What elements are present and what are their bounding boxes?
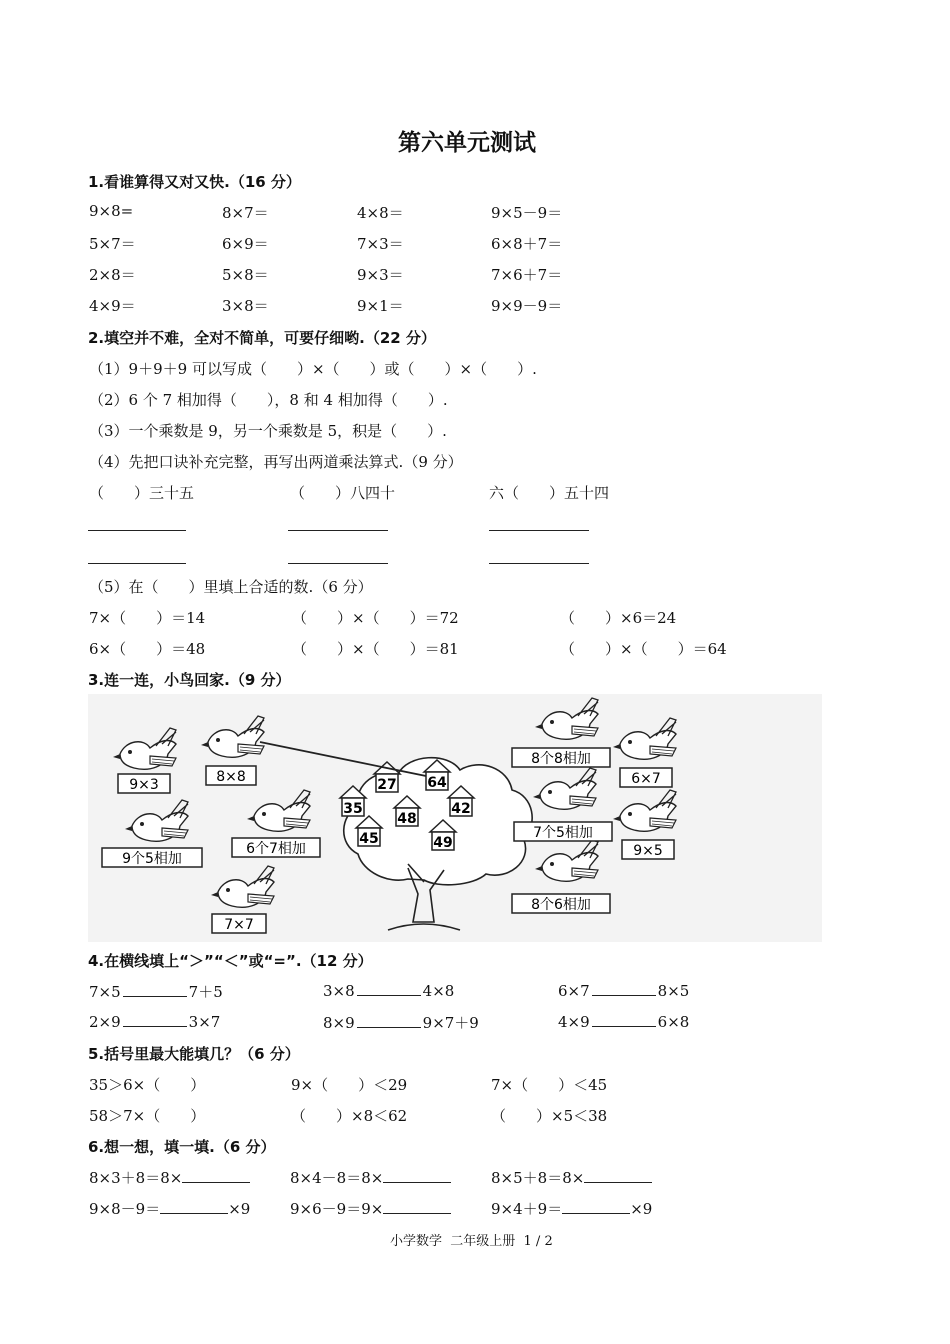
q1-item: 8×7＝ [222, 204, 269, 222]
compare-left: 7×5 [89, 983, 121, 1001]
think-left: 9×4＋9＝ [491, 1200, 563, 1218]
house-number: 45 [359, 831, 379, 847]
compare-right: 9×7＋9 [422, 1014, 479, 1032]
compare-item [323, 981, 454, 1000]
bird-label-text: 8个6相加 [531, 897, 591, 913]
think-blank[interactable] [383, 1168, 451, 1183]
q2-heading: 2.填空并不难，全对不简单，可要仔细哟.（22 分） [88, 329, 436, 347]
compare-right: 8×5 [657, 982, 690, 1000]
bird-label-text: 9×5 [633, 843, 663, 859]
think-item [290, 1167, 451, 1188]
max-fill-item: （ ）×8＜62 [291, 1107, 408, 1125]
bird-label-text: 6个7相加 [246, 841, 306, 857]
max-fill-item: 58＞7×（ ） [89, 1107, 206, 1125]
q1-item: 9×9－9＝ [491, 297, 563, 315]
max-fill-item: （ ）×5＜38 [491, 1107, 608, 1125]
q1-item: 3×8＝ [222, 297, 269, 315]
think-left: 8×5＋8＝8× [491, 1169, 585, 1187]
compare-item [89, 1012, 220, 1031]
q1-item: 4×8＝ [357, 204, 404, 222]
fill-item: （ ）×6＝24 [560, 609, 677, 627]
q1-item: 5×7＝ [89, 235, 136, 253]
bird-label[interactable] [514, 822, 612, 841]
think-blank[interactable] [160, 1199, 228, 1214]
compare-blank[interactable] [592, 1012, 656, 1027]
bird-label[interactable] [102, 848, 202, 867]
q1-heading: 1.看谁算得又对又快.（16 分） [88, 173, 301, 191]
bird-label[interactable] [118, 774, 170, 793]
think-item [491, 1167, 652, 1188]
think-item [89, 1198, 250, 1219]
q5-heading: 5.括号里最大能填几？（6 分） [88, 1045, 300, 1063]
house-number: 35 [343, 801, 363, 817]
compare-blank[interactable] [357, 981, 421, 996]
compare-left: 4×9 [558, 1013, 590, 1031]
bird-label-text: 8×8 [216, 769, 246, 785]
think-left: 9×6－9＝9× [290, 1200, 384, 1218]
verse-blank: （ ）八四十 [290, 484, 396, 502]
fill-item: （ ）×（ ）＝64 [560, 640, 727, 658]
compare-right: 6×8 [657, 1013, 690, 1031]
think-right: ×9 [630, 1200, 653, 1218]
q2-line-2: （2）6 个 7 相加得（ ），8 和 4 相加得（ ）. [89, 391, 448, 409]
q1-item: 9×5－9＝ [491, 204, 563, 222]
think-right: ×9 [228, 1200, 251, 1218]
q1-item: 6×8＋7＝ [491, 235, 563, 253]
house-number: 49 [433, 835, 453, 851]
bird-label-text: 9×3 [129, 777, 159, 793]
max-fill-item: 7×（ ）＜45 [491, 1076, 608, 1094]
answer-line[interactable] [288, 563, 388, 564]
q1-item: 7×3＝ [357, 235, 404, 253]
think-blank[interactable] [584, 1168, 652, 1183]
q1-item: 9×8= [89, 202, 134, 220]
compare-right: 7＋5 [188, 983, 223, 1001]
q1-item: 6×9＝ [222, 235, 269, 253]
q3-heading: 3.连一连，小鸟回家.（9 分） [88, 671, 291, 689]
compare-blank[interactable] [592, 981, 656, 996]
bird-label[interactable] [620, 768, 672, 787]
answer-line[interactable] [489, 563, 589, 564]
bird-label[interactable] [212, 914, 266, 933]
bird-label[interactable] [232, 838, 320, 857]
think-item [290, 1198, 451, 1219]
house-number: 27 [377, 777, 397, 793]
bird-label[interactable] [512, 748, 610, 767]
q4-heading: 4.在横线填上“＞”“＜”或“=”.（12 分） [88, 952, 373, 970]
house-number: 42 [451, 801, 471, 817]
compare-left: 2×9 [89, 1013, 121, 1031]
max-fill-item: 35＞6×（ ） [89, 1076, 206, 1094]
fill-item: （ ）×（ ）＝81 [292, 640, 459, 658]
q1-item: 9×1＝ [357, 297, 404, 315]
q1-item: 4×9＝ [89, 297, 136, 315]
q1-item: 7×6＋7＝ [491, 266, 563, 284]
compare-blank[interactable] [123, 1012, 187, 1027]
compare-left: 8×9 [323, 1014, 355, 1032]
q6-heading: 6.想一想，填一填.（6 分） [88, 1138, 276, 1156]
bird-label-text: 7×7 [224, 917, 254, 933]
think-blank[interactable] [383, 1199, 451, 1214]
answer-line[interactable] [288, 530, 388, 531]
bird-label-text: 7个5相加 [533, 825, 593, 841]
think-left: 8×3＋8＝8× [89, 1169, 183, 1187]
max-fill-item: 9×（ ）＜29 [291, 1076, 408, 1094]
q2-line-5: （5）在（ ）里填上合适的数.（6 分） [89, 578, 373, 596]
think-item [89, 1167, 250, 1188]
bird-label[interactable] [622, 840, 674, 859]
bird-label[interactable] [512, 894, 610, 913]
compare-blank[interactable] [123, 982, 187, 997]
fill-item: 6×（ ）＝48 [89, 640, 206, 658]
compare-right: 4×8 [422, 982, 455, 1000]
house-number: 48 [397, 811, 417, 827]
bird-label-text: 8个8相加 [531, 751, 591, 767]
bird-label-text: 9个5相加 [122, 851, 182, 867]
think-blank[interactable] [562, 1199, 630, 1214]
fill-item: 7×（ ）＝14 [89, 609, 206, 627]
bird-label[interactable] [206, 766, 256, 785]
q2-line-1: （1）9＋9＋9 可以写成（ ）×（ ）或（ ）×（ ）. [89, 360, 537, 378]
answer-line[interactable] [88, 530, 186, 531]
q1-item: 5×8＝ [222, 266, 269, 284]
compare-right: 3×7 [188, 1013, 221, 1031]
verse-blank: 六（ ）五十四 [489, 484, 610, 502]
compare-item [323, 1012, 479, 1033]
compare-blank[interactable] [357, 1013, 421, 1028]
page-title: 第六单元测试 [398, 130, 536, 156]
compare-left: 3×8 [323, 982, 355, 1000]
compare-item [558, 981, 689, 1000]
think-left: 8×4－8＝8× [290, 1169, 384, 1187]
q2-line-4: （4）先把口诀补充完整，再写出两道乘法算式.（9 分） [89, 453, 463, 471]
q1-item: 9×3＝ [357, 266, 404, 284]
compare-item [558, 1012, 689, 1031]
bird-label-text: 6×7 [631, 771, 661, 787]
answer-line[interactable] [489, 530, 589, 531]
bird-matching-figure [88, 694, 822, 942]
house-number: 64 [427, 775, 447, 791]
q1-item: 2×8＝ [89, 266, 136, 284]
page-footer: 小学数学 二年级上册 1 / 2 [390, 1234, 553, 1249]
think-blank[interactable] [182, 1168, 250, 1183]
verse-blank: （ ）三十五 [89, 484, 195, 502]
q2-line-3: （3）一个乘数是 9，另一个乘数是 5，积是（ ）. [89, 422, 447, 440]
fill-item: （ ）×（ ）＝72 [292, 609, 459, 627]
think-item [491, 1198, 652, 1219]
answer-line[interactable] [88, 563, 186, 564]
think-left: 9×8－9＝ [89, 1200, 161, 1218]
compare-item [89, 981, 223, 1002]
compare-left: 6×7 [558, 982, 590, 1000]
